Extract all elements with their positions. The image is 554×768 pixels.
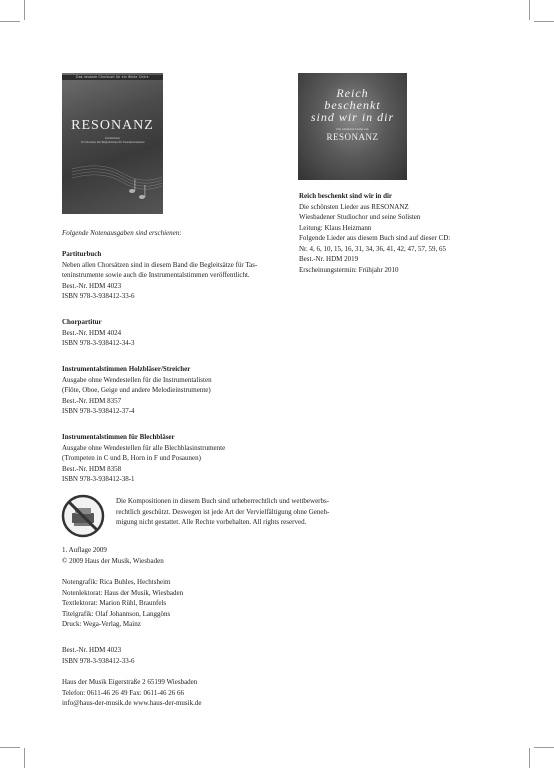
crop-mark [534,21,554,22]
edition-line: Ausgabe ohne Wendestellen für die Instrumentalisten [62,375,212,384]
crop-mark [529,0,530,20]
edition-title: Partiturbuch [62,250,102,258]
crop-mark [24,0,25,20]
edition-blechblaeser [62,432,225,485]
cd-info-line: Leitung: Klaus Heizmann [299,223,372,232]
edition-title: Instrumentalstimmen Holzbläser/Streicher [62,365,191,373]
edition-line: Best.-Nr. HDM 8358 [62,464,122,473]
publisher-address: Haus der Musik Eigerstraße 2 65199 Wiesbaden [62,678,198,686]
edition-title: Instrumentalstimmen für Blechbläser [62,433,175,441]
no-photocopy-icon [61,494,105,538]
edition-line: Ausgabe ohne Wendestellen für alle Blechblasinstrumente [62,443,226,452]
notice-line: Die Kompositionen in diesem Buch sind urheberrechtlich und wettbewerbs- [116,497,330,505]
publisher-contact [62,677,201,709]
edition-info-line: © 2009 Haus der Musik, Wiesbaden [62,556,164,565]
order-line: Best.-Nr. HDM 4023 [62,646,122,654]
edition-title: Chorpartitur [62,318,102,326]
cd-cover-script-title [298,87,407,123]
credit-line: Titelgrafik: Olaf Johannson, Langgöns [62,609,171,618]
crop-mark [534,747,554,748]
cover-subtitle-line: 10 Chorsätze mit Begleitsätzen für Tasteninstrumente [80,140,145,144]
cd-info-line: Die schönsten Lieder aus RESONANZ [299,202,409,211]
notice-line: rechtlich geschützt. Deswegen ist jede Art der Vervielfältigung ohne Geneh- [116,507,330,516]
edition-line: ISBN 978-3-938412-34-3 [62,339,135,347]
cd-info-block [299,191,450,275]
crop-mark [0,21,20,22]
cd-info-line: Erscheinungstermin: Frühjahr 2010 [299,265,399,274]
crop-mark [529,748,530,768]
credit-line: Notenlektorat: Haus der Musik, Wiesbaden [62,588,184,597]
cd-cover-script-line: Reich [336,86,369,100]
crop-mark [0,747,20,748]
edition-line: (Trompeten in C und B, Horn in F und Posaunen) [62,454,201,462]
cd-cover-subtitle: Die schönsten Lieder aus [336,127,369,131]
edition-line: Best.-Nr. HDM 4024 [62,328,122,337]
edition-line: Best.-Nr. HDM 4023 [62,281,122,290]
resonanz-cover-image [62,73,163,214]
edition-partiturbuch [62,249,257,302]
edition-info-line: 1. Auflage 2009 [62,546,107,554]
cd-cover-script-line: sind wir in dir [310,110,395,124]
credit-line: Druck: Wega-Verlag, Mainz [62,620,141,628]
cd-cover-script-line: beschenkt [324,98,381,112]
edition-line: teninstrumente sowie auch die Instrumentalstimmen veröffentlicht. [62,271,250,279]
notice-line: migung nicht gestattet. Alle Rechte vorbehalten. All rights reserved. [116,518,307,526]
cd-info-line: Wiesbadener Studiochor und seine Solisten [299,213,421,221]
cd-info-line: Best.-Nr. HDM 2019 [299,255,359,263]
cd-info-line: Nr. 4, 6, 10, 15, 16, 31, 34, 36, 41, 42, 47, 57, 59, 65 [299,244,446,253]
copyright-notice [116,496,329,528]
reich-beschenkt-cd-cover [298,73,407,180]
publisher-web: info@haus-der-musik.de www.haus-der-musik.de [62,699,202,707]
order-info [62,645,135,666]
edition-holzblaeser [62,364,212,417]
crop-mark [24,748,25,768]
cd-title: Reich beschenkt sind wir in dir [299,192,393,200]
publisher-phone: Telefon: 0611-46 26 49 Fax: 0611-46 26 66 [62,688,185,697]
edition-line: (Flöte, Oboe, Geige und andere Melodieinstrumente) [62,386,211,394]
edition-line: Neben allen Chorsätzen sind in diesem Band die Begleitsätze für Tas- [62,260,258,269]
credits [62,577,183,630]
credit-line: Textlektorat: Marion Rühl, Braunfels [62,599,167,607]
edition-line: ISBN 978-3-938412-37-4 [62,407,135,415]
edition-line: Best.-Nr. HDM 8357 [62,396,122,405]
edition-line: ISBN 978-3-938412-33-6 [62,292,135,300]
cd-info-line: Folgende Lieder aus diesem Buch sind auf dieser CD: [299,234,451,242]
cover-tagline: Das neueste Chorbuch für ein Wilde Chöre [62,75,163,80]
cd-cover-title: RESONANZ [326,132,379,142]
credit-line: Notengrafik: Rica Buhles, Hechtsheim [62,578,171,586]
cover-subtitle-line: Partiturbuch [105,136,120,140]
edition-line: ISBN 978-3-938412-38-1 [62,475,135,483]
cover-subtitle [68,136,157,144]
order-line: ISBN 978-3-938412-33-6 [62,656,135,665]
cover-title: RESONANZ [71,118,154,133]
edition-info [62,545,164,566]
edition-chorpartitur [62,317,135,349]
editions-intro: Folgende Notenausgaben sind erschienen: [62,229,182,237]
